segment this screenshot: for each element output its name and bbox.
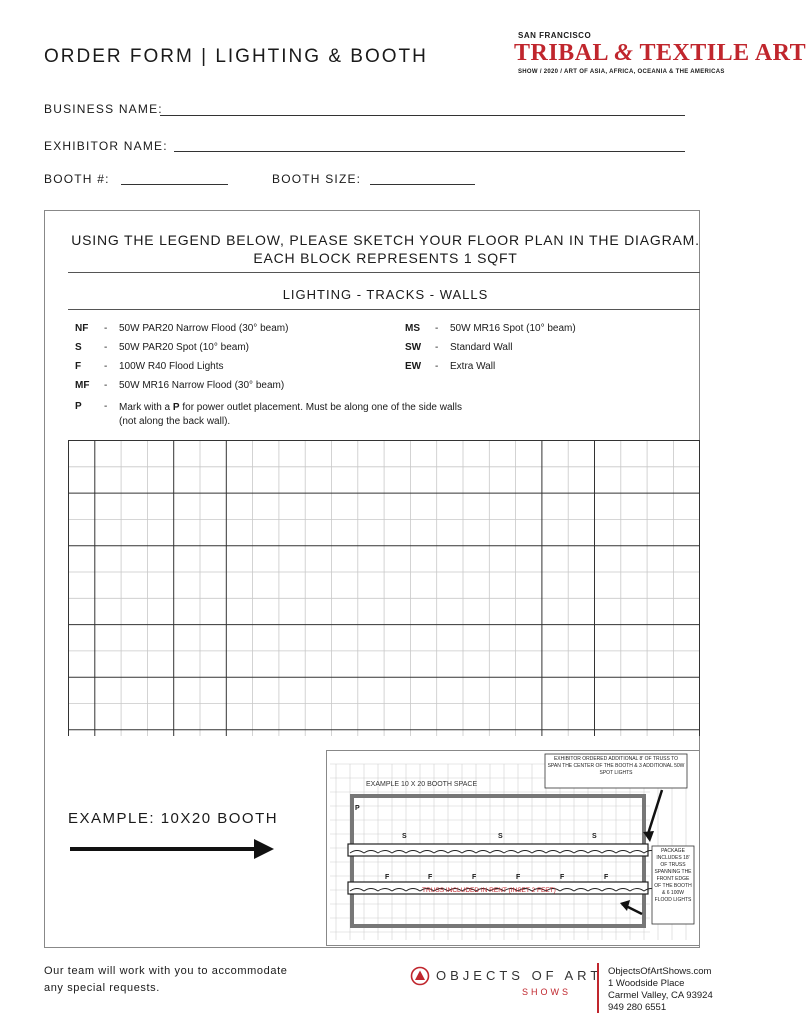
legend-divider xyxy=(68,309,700,310)
legend-desc-p-d: (not along the back wall). xyxy=(119,416,231,427)
example-f-mark: F xyxy=(516,874,521,881)
legend-desc-p-c: for power outlet placement. Must be along one of the side walls xyxy=(179,402,462,413)
logo-word-tribal: TRIBAL xyxy=(514,40,608,66)
booth-number-field[interactable] xyxy=(121,184,228,185)
legend-code-nf: NF xyxy=(75,323,89,334)
example-f-mark: F xyxy=(472,874,477,881)
brand-name: OBJECTS OF ART xyxy=(436,968,603,983)
example-s-mark: S xyxy=(498,833,503,840)
legend-dash: - xyxy=(435,323,439,334)
legend-dash: - xyxy=(435,342,439,353)
legend-desc-sw: Standard Wall xyxy=(450,342,513,353)
logo-main xyxy=(514,40,806,67)
booth-number-label: BOOTH #: xyxy=(44,172,110,186)
example-s-mark: S xyxy=(592,833,597,840)
example-p-mark: P xyxy=(355,805,360,812)
legend-desc-f: 100W R40 Flood Lights xyxy=(119,361,224,372)
business-name-label: BUSINESS NAME: xyxy=(44,102,163,116)
legend-desc-nf: 50W PAR20 Narrow Flood (30° beam) xyxy=(119,323,289,334)
legend-dash: - xyxy=(104,380,108,391)
legend-desc-p xyxy=(119,401,462,429)
sketch-grid[interactable] xyxy=(68,440,700,736)
instructions-divider xyxy=(68,272,700,273)
phone-number: 949 280 6551 xyxy=(608,1002,667,1013)
example-note-top: EXHIBITOR ORDERED ADDITIONAL 8' OF TRUSS TO SPAN THE CENTER OF THE BOOTH & 3 ADDITIONAL 50W SPOT LIGHTS xyxy=(547,756,685,776)
instructions-line2: EACH BLOCK REPRESENTS 1 SQFT xyxy=(253,250,518,266)
brand-subname: SHOWS xyxy=(522,987,572,997)
example-note-right: PACKAGE INCLUDES 18' OF TRUSS SPANNING THE FRONT EDGE OF THE BOOTH & 6 100W FLOOD LIGHTS xyxy=(654,848,692,903)
address-line1: 1 Woodside Place xyxy=(608,978,685,989)
example-f-mark: F xyxy=(560,874,565,881)
logo-subtitle: SHOW / 2020 / ART OF ASIA, AFRICA, OCEANIA & THE AMERICAS xyxy=(518,69,725,75)
instructions-line1: USING THE LEGEND BELOW, PLEASE SKETCH YOUR FLOOR PLAN IN THE DIAGRAM. xyxy=(71,232,700,248)
footer-divider xyxy=(597,963,599,1013)
legend-dash: - xyxy=(104,342,108,353)
example-f-mark: F xyxy=(604,874,609,881)
legend-desc-ew: Extra Wall xyxy=(450,361,496,372)
logo-word-textile: TEXTILE ART xyxy=(639,40,806,66)
exhibitor-name-label: EXHIBITOR NAME: xyxy=(44,139,168,153)
booth-size-field[interactable] xyxy=(370,184,475,185)
example-label: EXAMPLE: 10X20 BOOTH xyxy=(68,810,279,827)
example-f-mark: F xyxy=(428,874,433,881)
legend-desc-mf: 50W MR16 Narrow Flood (30° beam) xyxy=(119,380,285,391)
legend-code-f: F xyxy=(75,361,82,372)
contact-block xyxy=(608,966,713,1014)
booth-size-label: BOOTH SIZE: xyxy=(272,172,362,186)
footer-message-line2: any special requests. xyxy=(44,982,160,994)
page-title: ORDER FORM | LIGHTING & BOOTH xyxy=(44,46,428,67)
legend-desc-p-bold: P xyxy=(172,402,180,413)
legend-code-mf: MF xyxy=(75,380,90,391)
legend-heading: LIGHTING - TRACKS - WALLS xyxy=(282,287,489,302)
exhibitor-name-field[interactable] xyxy=(174,151,685,152)
logo-city: SAN FRANCISCO xyxy=(518,31,592,40)
legend-desc-s: 50W PAR20 Spot (10° beam) xyxy=(119,342,249,353)
business-name-field[interactable] xyxy=(160,115,685,116)
legend-dash: - xyxy=(435,361,439,372)
legend-code-ew: EW xyxy=(405,361,422,372)
legend-dash: - xyxy=(104,361,108,372)
legend-code-p: P xyxy=(75,401,82,412)
arrow-right-icon xyxy=(68,836,278,862)
legend-dash: - xyxy=(104,401,108,412)
example-truss-label: TRUSS INCLUDED IN RENT (INSET 2 FEET) xyxy=(422,887,556,894)
legend-code-s: S xyxy=(75,342,82,353)
example-diagram-title: EXAMPLE 10 X 20 BOOTH SPACE xyxy=(366,781,478,788)
example-f-mark: F xyxy=(385,874,390,881)
brand-logo-icon xyxy=(410,966,430,986)
logo-ampersand: & xyxy=(614,40,634,66)
legend-dash: - xyxy=(104,323,108,334)
legend-desc-p-a: Mark with a xyxy=(119,402,173,413)
example-s-mark: S xyxy=(402,833,407,840)
legend-desc-ms: 50W MR16 Spot (10° beam) xyxy=(450,323,576,334)
footer-message xyxy=(44,963,287,997)
footer-message-line1: Our team will work with you to accommodate xyxy=(44,965,288,977)
legend-code-ms: MS xyxy=(405,323,420,334)
legend-code-sw: SW xyxy=(405,342,422,353)
website-link[interactable]: ObjectsOfArtShows.com xyxy=(608,966,712,977)
address-line2: Carmel Valley, CA 93924 xyxy=(608,990,713,1001)
